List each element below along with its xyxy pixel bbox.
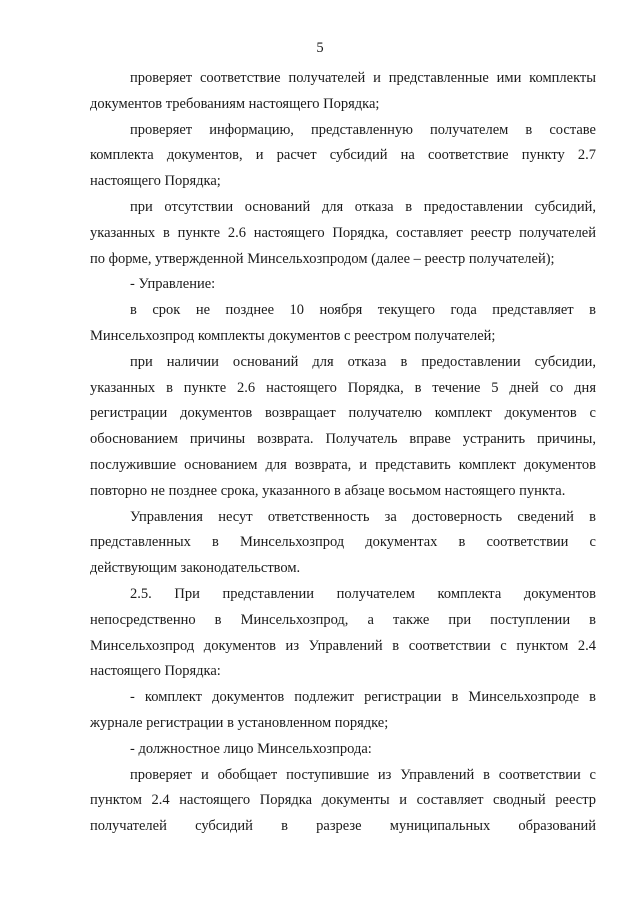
paragraph bbox=[90, 66, 596, 118]
paragraph bbox=[90, 272, 596, 298]
text-line: непосредственно в Минсельхозпрод, а также при поступлении в bbox=[90, 611, 596, 628]
text-line: проверяет и обобщает поступившие из Управлений в соответствии с bbox=[130, 766, 596, 783]
text-line: при наличии оснований для отказа в предоставлении субсидии, bbox=[130, 353, 596, 370]
text-line: по форме, утвержденной Минсельхозпродом (далее – реестр получателей); bbox=[90, 250, 555, 267]
text-line: - Управление: bbox=[130, 276, 216, 293]
text-line: комплекта документов, и расчет субсидий на соответствие пункту 2.7 bbox=[90, 147, 596, 164]
paragraph bbox=[90, 763, 596, 840]
text-line: - комплект документов подлежит регистрации в Минсельхозпроде в bbox=[130, 689, 596, 706]
text-line: Минсельхозпрод документов из Управлений в соответствии с пунктом 2.4 bbox=[90, 637, 596, 654]
text-line: в срок не позднее 10 ноября текущего года представляет в bbox=[130, 302, 596, 319]
paragraph bbox=[90, 298, 596, 350]
page-number: 5 bbox=[316, 40, 324, 56]
paragraph bbox=[90, 195, 596, 272]
text-line: представленных в Минсельхозпрод документах в соответствии с bbox=[90, 534, 596, 551]
text-line: документов требованиям настоящего Порядка; bbox=[90, 95, 380, 112]
text-line: 2.5. При представлении получателем комплекта документов bbox=[130, 585, 596, 602]
text-line: пунктом 2.4 настоящего Порядка документы и составляет сводный реестр bbox=[90, 792, 596, 809]
paragraph bbox=[90, 118, 596, 195]
text-line: - должностное лицо Минсельхозпрода: bbox=[130, 740, 372, 757]
paragraph bbox=[90, 505, 596, 582]
paragraph bbox=[90, 737, 596, 763]
text-line: при отсутствии оснований для отказа в предоставлении субсидий, bbox=[130, 198, 596, 215]
paragraph bbox=[90, 582, 596, 685]
text-line: действующим законодательством. bbox=[90, 560, 301, 577]
paragraph bbox=[90, 350, 596, 505]
text-line: получателей субсидий в разрезе муниципальных образований bbox=[90, 818, 596, 835]
text-line: Управления несут ответственность за достоверность сведений в bbox=[130, 508, 596, 525]
text-line: послужившие основанием для возврата, и представить комплект документов bbox=[90, 456, 596, 473]
text-line: указанных в пункте 2.6 настоящего Порядка, в течение 5 дней со дня bbox=[90, 379, 596, 396]
text-line: Минсельхозпрод комплекты документов с реестром получателей; bbox=[90, 327, 496, 344]
text-line: повторно не позднее срока, указанного в абзаце восьмом настоящего пункта. bbox=[90, 482, 566, 499]
text-line: проверяет соответствие получателей и представленные ими комплекты bbox=[130, 70, 596, 86]
text-line: настоящего Порядка; bbox=[90, 173, 221, 190]
text-line: регистрации документов возвращает получателю комплект документов с bbox=[90, 405, 596, 422]
text-line: журнале регистрации в установленном порядке; bbox=[90, 714, 389, 731]
document-body bbox=[90, 66, 596, 840]
paragraph bbox=[90, 685, 596, 737]
text-line: обоснованием причины возврата. Получатель вправе устранить причины, bbox=[90, 431, 596, 448]
text-line: указанных в пункте 2.6 настоящего Порядка, составляет реестр получателей bbox=[90, 224, 596, 241]
text-line: настоящего Порядка: bbox=[90, 663, 221, 680]
text-line: проверяет информацию, представленную получателем в составе bbox=[130, 121, 596, 138]
